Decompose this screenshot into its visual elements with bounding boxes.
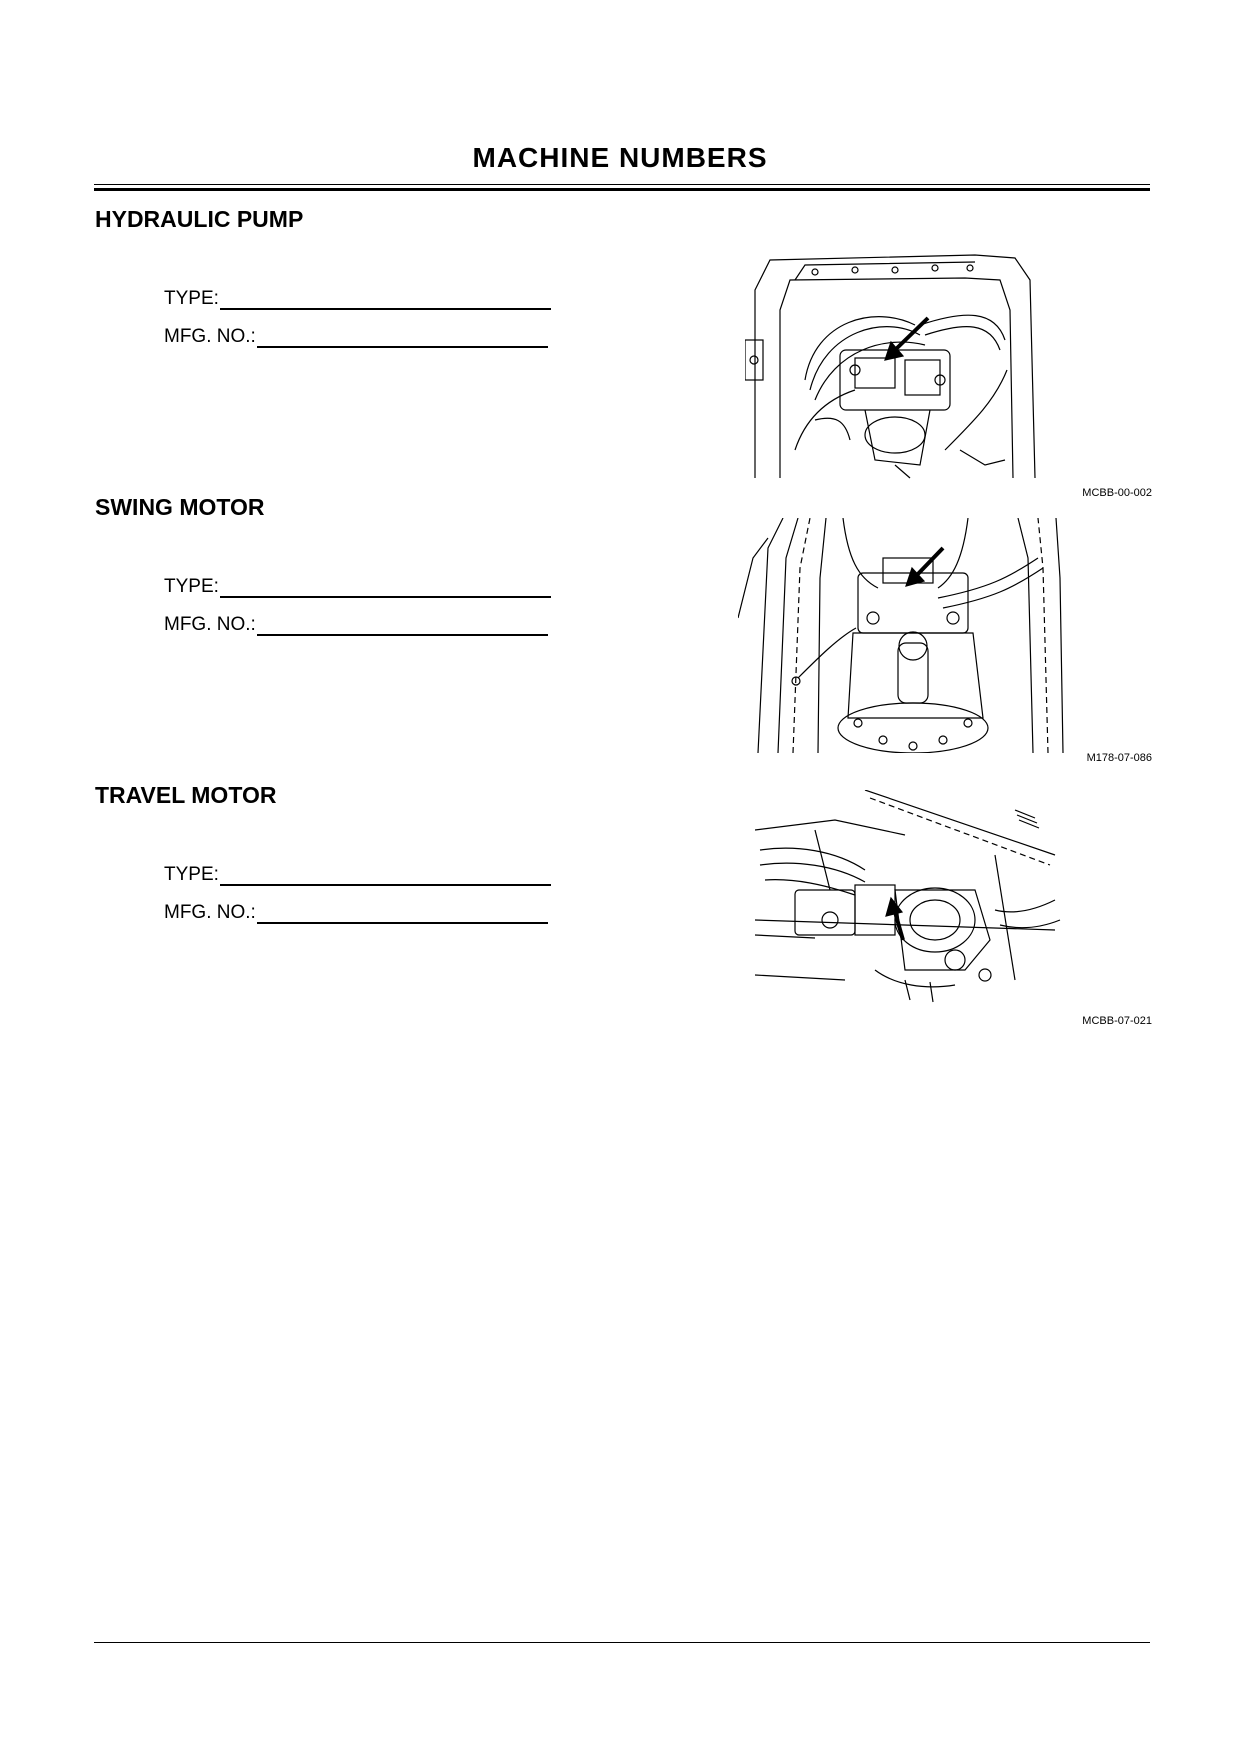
type-label: TYPE: [164,864,219,885]
footer-rule [94,1642,1150,1643]
figure-code-swing-motor: M178-07-086 [1086,752,1152,764]
type-label: TYPE: [164,288,219,309]
figure-code-hydraulic-pump: MCBB-00-002 [1082,487,1152,499]
figure-code-travel-motor: MCBB-07-021 [1082,1015,1152,1027]
hydraulic-pump-mfg-field[interactable] [164,320,548,348]
mfg-no-label: MFG. NO.: [164,902,256,923]
page-title: MACHINE NUMBERS [472,142,768,173]
header-rule-thin [94,184,1150,185]
hydraulic-pump-type-field[interactable] [164,282,551,310]
type-label: TYPE: [164,576,219,597]
travel-motor-mfg-field[interactable] [164,896,548,924]
section-title-travel-motor: TRAVEL MOTOR [95,782,277,808]
travel-motor-illustration [755,790,1065,1005]
header-rule-thick [94,188,1150,191]
swing-motor-illustration [738,518,1078,753]
type-blank-line[interactable] [220,288,551,310]
mfg-no-label: MFG. NO.: [164,326,256,347]
section-title-swing-motor: SWING MOTOR [95,494,265,520]
travel-motor-type-field[interactable] [164,858,551,886]
mfg-no-blank-line[interactable] [257,326,548,348]
section-title-hydraulic-pump: HYDRAULIC PUMP [95,206,304,232]
mfg-no-label: MFG. NO.: [164,614,256,635]
mfg-no-blank-line[interactable] [257,614,548,636]
swing-motor-type-field[interactable] [164,570,551,598]
type-blank-line[interactable] [220,576,551,598]
swing-motor-mfg-field[interactable] [164,608,548,636]
hydraulic-pump-illustration [745,250,1045,480]
mfg-no-blank-line[interactable] [257,902,548,924]
type-blank-line[interactable] [220,864,551,886]
